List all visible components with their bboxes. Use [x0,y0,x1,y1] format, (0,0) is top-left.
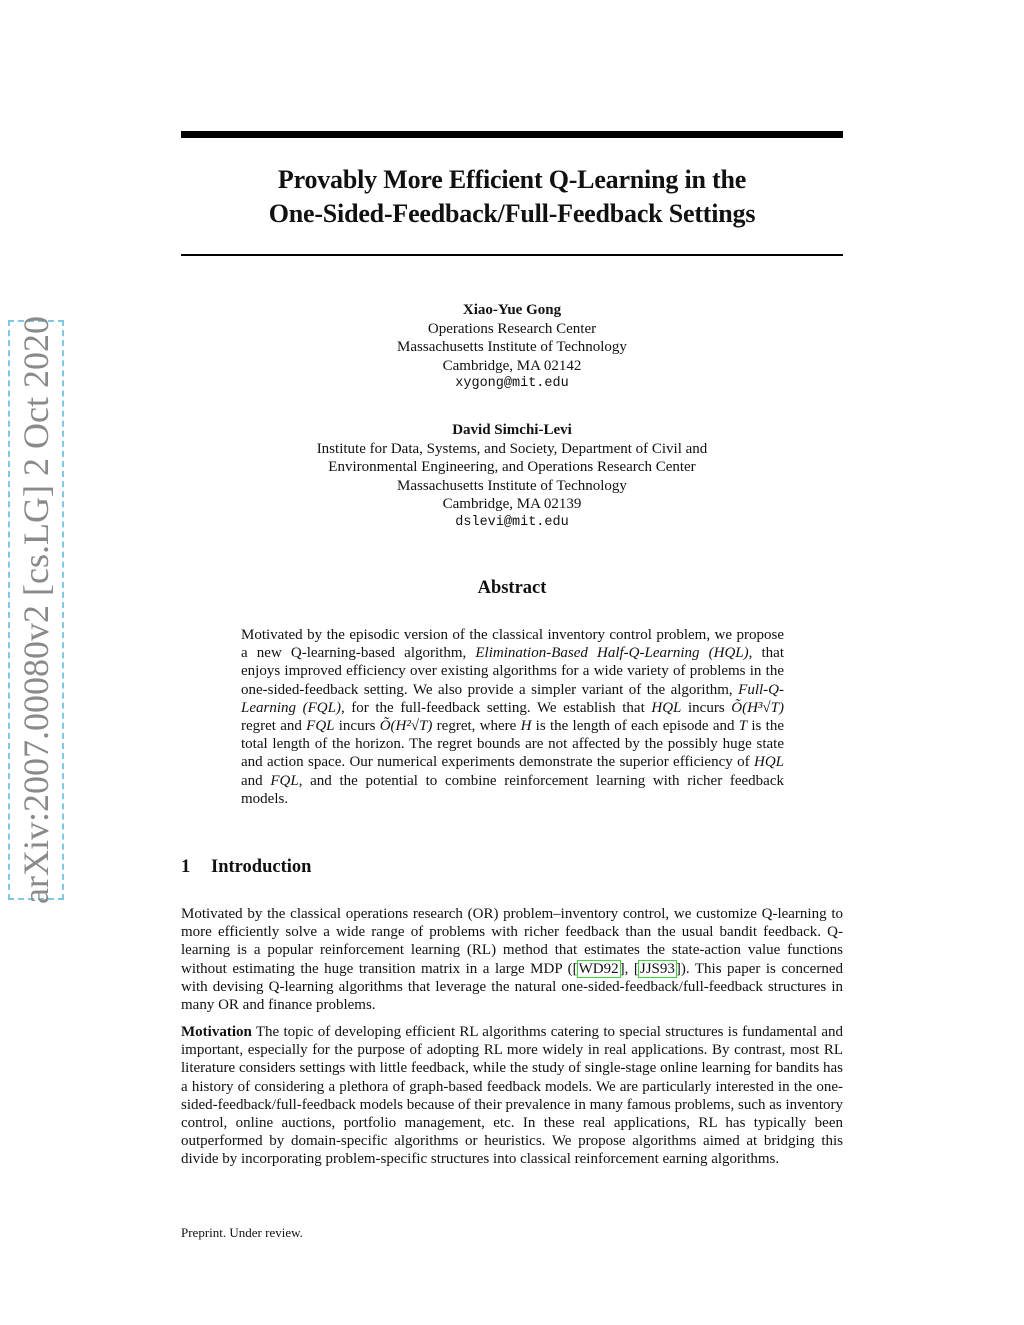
abstract-text: , that enjoys improved efficiency over existing algorithms for a wide variety of problems in the one-sided-feedback setting. We also provide a simpler variant of the algorithm, [241,645,784,698]
author-affiliation-line: Environmental Engineering, and Operations Research Center [328,459,696,475]
page-footer: Preprint. Under review. [181,1225,303,1240]
paragraph-label: Motivation [181,1024,252,1040]
author-affiliation-line: Massachusetts Institute of Technology [397,477,627,494]
author-affiliation-line: Institute for Data, Systems, and Society, Department of Civil and [316,440,708,457]
hql-ref: HQL [651,699,682,716]
fql-ref: FQL [306,718,335,735]
regret-bound-hql: Õ(H³√T) [731,699,784,716]
section-heading-introduction [181,857,843,878]
paper-title [181,163,843,231]
author-email[interactable]: xygong@mit.edu [455,376,569,391]
hql-ref: HQL [753,754,784,771]
abstract-text: is the total length of the horizon. The regret bounds are not affected by the possibly huge state and action space. Our numerical experiments demonstrate the superior efficiency of [241,718,784,771]
author-affiliation-line: Cambridge, MA 02142 [442,357,582,374]
abstract-text: , and the potential to combine reinforcement learning with richer feedback models. [241,772,784,807]
abstract-text: incurs [334,718,380,735]
intro-paragraph-motivation [181,1023,843,1169]
abstract-body [241,626,784,808]
algorithm-name-fql: Full-Q-Learning (FQL) [241,681,784,716]
abstract-text: is the length of each episode and [531,718,739,735]
math-t: T [738,718,748,735]
title-rule-bottom [181,254,843,256]
title-line-2: One-Sided-Feedback/Full-Feedback Settings [268,199,756,228]
fql-ref: FQL [270,772,299,789]
regret-bound-fql: Õ(H²√T) [379,718,433,735]
paragraph-text: The topic of developing efficient RL algorithms catering to special structures is fundamental and important, especially for the purpose of adopting RL more widely in real applications. By contrast, most RL literature considers settings with little feedback, while the study of single-stage online learning for bandits has a history of considering a plethora of graph-based feedback models. We are particularly interested in the one-sided-feedback/full-feedback models because of their prevalence in many famous problems, such as inventory control, online auctions, portfolio management, etc. In these real applications, RL has typically been outperformed by domain-specific algorithms or heuristics. We propose algorithms aimed at bridging this divide by incorporating problem-specific structures into classical reinforcement earning algorithms. [181,1024,843,1168]
arxiv-stamp: arXiv:2007.00080v2 [cs.LG] 2 Oct 2020 [16,316,56,904]
title-line-1: Provably More Efficient Q-Learning in the [277,165,747,194]
author-email[interactable]: dslevi@mit.edu [455,514,569,530]
algorithm-name-hql: Elimination-Based Half-Q-Learning (HQL) [475,645,749,662]
section-title: Introduction [211,857,312,877]
abstract-text: incurs [681,699,732,716]
citation-link[interactable]: WD92 [578,960,619,977]
arxiv-stamp-box [8,316,64,904]
abstract-text: regret, where [432,718,521,735]
abstract-heading: Abstract [477,578,547,598]
abstract-text: regret and [241,718,307,735]
abstract-text: Motivated by the episodic version of the classical inventory control problem, we propose a new Q-learning-based algorithm, [241,627,784,662]
paragraph-text: Motivated by the classical operations research (OR) problem–inventory control, we customize Q-learning to more efficiently solve a wide range of problems with richer feedback than the usual bandit feedback. Q-learning is a popular reinforcement learning (RL) method that estimates the state-action value functions without estimating the huge transition matrix in a large MDP ([ [181,906,843,977]
math-h: H [520,718,532,735]
paragraph-text: ]). This paper is concerned with devising Q-learning algorithms that leverage the natural one-sided-feedback/full-feedback structures in many OR and finance problems. [181,960,843,1014]
title-rule-top [181,131,843,138]
author-affiliation-line: Massachusetts Institute of Technology [397,339,627,355]
citation-link[interactable]: JJS93 [639,960,675,977]
author-block-1 [181,301,843,394]
author-block-2 [181,421,843,532]
author-affiliation-line: Operations Research Center [427,320,597,337]
section-number: 1 [181,857,191,877]
abstract-text: and [241,772,271,789]
author-name: Xiao-Yue Gong [462,302,562,318]
author-affiliation-line: Cambridge, MA 02139 [442,496,582,512]
author-name: David Simchi-Levi [452,422,572,438]
intro-paragraph-1 [181,905,843,1014]
paragraph-text: ], [ [619,960,639,977]
abstract-text: , for the full-feedback setting. We establish that [340,699,652,716]
